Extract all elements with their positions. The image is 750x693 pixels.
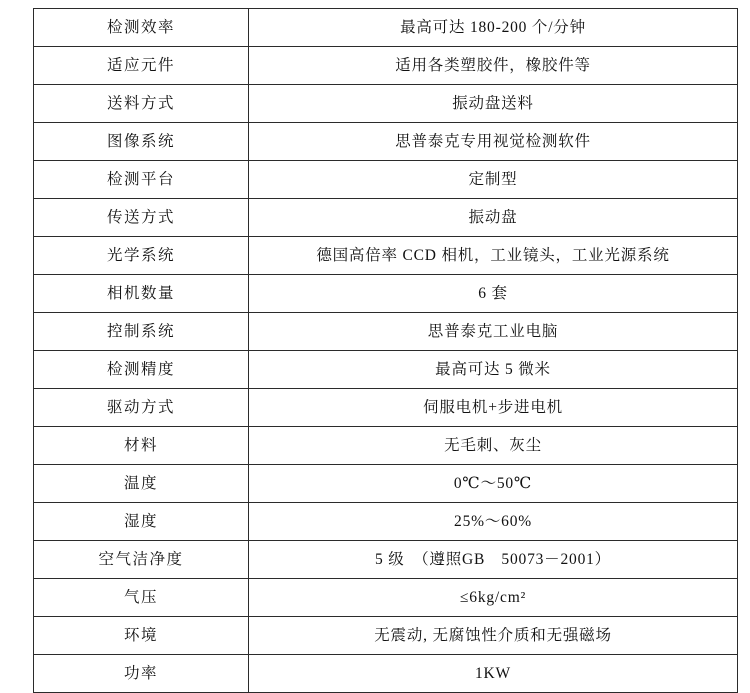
table-row (34, 579, 738, 617)
spec-value: ≤6kg/cm² (249, 579, 738, 617)
spec-label: 控制系统 (34, 313, 249, 351)
spec-label: 湿度 (34, 503, 249, 541)
table-row (34, 465, 738, 503)
spec-value: 振动盘 (249, 199, 738, 237)
spec-label: 功率 (34, 655, 249, 693)
spec-label: 检测精度 (34, 351, 249, 389)
spec-value: 定制型 (249, 161, 738, 199)
table-row (34, 617, 738, 655)
spec-value: 无毛刺、灰尘 (249, 427, 738, 465)
spec-label: 环境 (34, 617, 249, 655)
spec-label: 传送方式 (34, 199, 249, 237)
spec-label: 图像系统 (34, 123, 249, 161)
spec-value: 适用各类塑胶件，橡胶件等 (249, 47, 738, 85)
spec-label: 驱动方式 (34, 389, 249, 427)
table-row (34, 427, 738, 465)
spec-label: 检测效率 (34, 9, 249, 47)
spec-label: 空气洁净度 (34, 541, 249, 579)
table-row (34, 351, 738, 389)
spec-value: 0℃～50℃ (249, 465, 738, 503)
spec-value: 振动盘送料 (249, 85, 738, 123)
table-row (34, 503, 738, 541)
spec-value: 德国高倍率 CCD 相机，工业镜头，工业光源系统 (249, 237, 738, 275)
spec-value: 伺服电机+步进电机 (249, 389, 738, 427)
table-row (34, 199, 738, 237)
table-row (34, 541, 738, 579)
spec-label: 送料方式 (34, 85, 249, 123)
spec-value: 无震动, 无腐蚀性介质和无强磁场 (249, 617, 738, 655)
spec-value: 思普泰克专用视觉检测软件 (249, 123, 738, 161)
spec-value: 6 套 (249, 275, 738, 313)
table-row (34, 85, 738, 123)
spec-label: 检测平台 (34, 161, 249, 199)
spec-label: 适应元件 (34, 47, 249, 85)
spec-label: 温度 (34, 465, 249, 503)
table-row (34, 161, 738, 199)
table-row (34, 47, 738, 85)
spec-label: 光学系统 (34, 237, 249, 275)
spec-value: 1KW (249, 655, 738, 693)
spec-value: 25%～60% (249, 503, 738, 541)
spec-value: 思普泰克工业电脑 (249, 313, 738, 351)
spec-label: 相机数量 (34, 275, 249, 313)
table-row (34, 275, 738, 313)
table-row (34, 389, 738, 427)
spec-label: 材料 (34, 427, 249, 465)
spec-value: 最高可达 5 微米 (249, 351, 738, 389)
spec-table-container (33, 8, 719, 693)
spec-table-body (34, 9, 738, 693)
table-row (34, 313, 738, 351)
table-row (34, 9, 738, 47)
spec-label: 气压 (34, 579, 249, 617)
spec-value: 最高可达 180-200 个/分钟 (249, 9, 738, 47)
table-row (34, 123, 738, 161)
table-row (34, 655, 738, 693)
spec-table (33, 8, 738, 693)
spec-value: 5 级 （遵照GB 50073－2001） (249, 541, 738, 579)
table-row (34, 237, 738, 275)
